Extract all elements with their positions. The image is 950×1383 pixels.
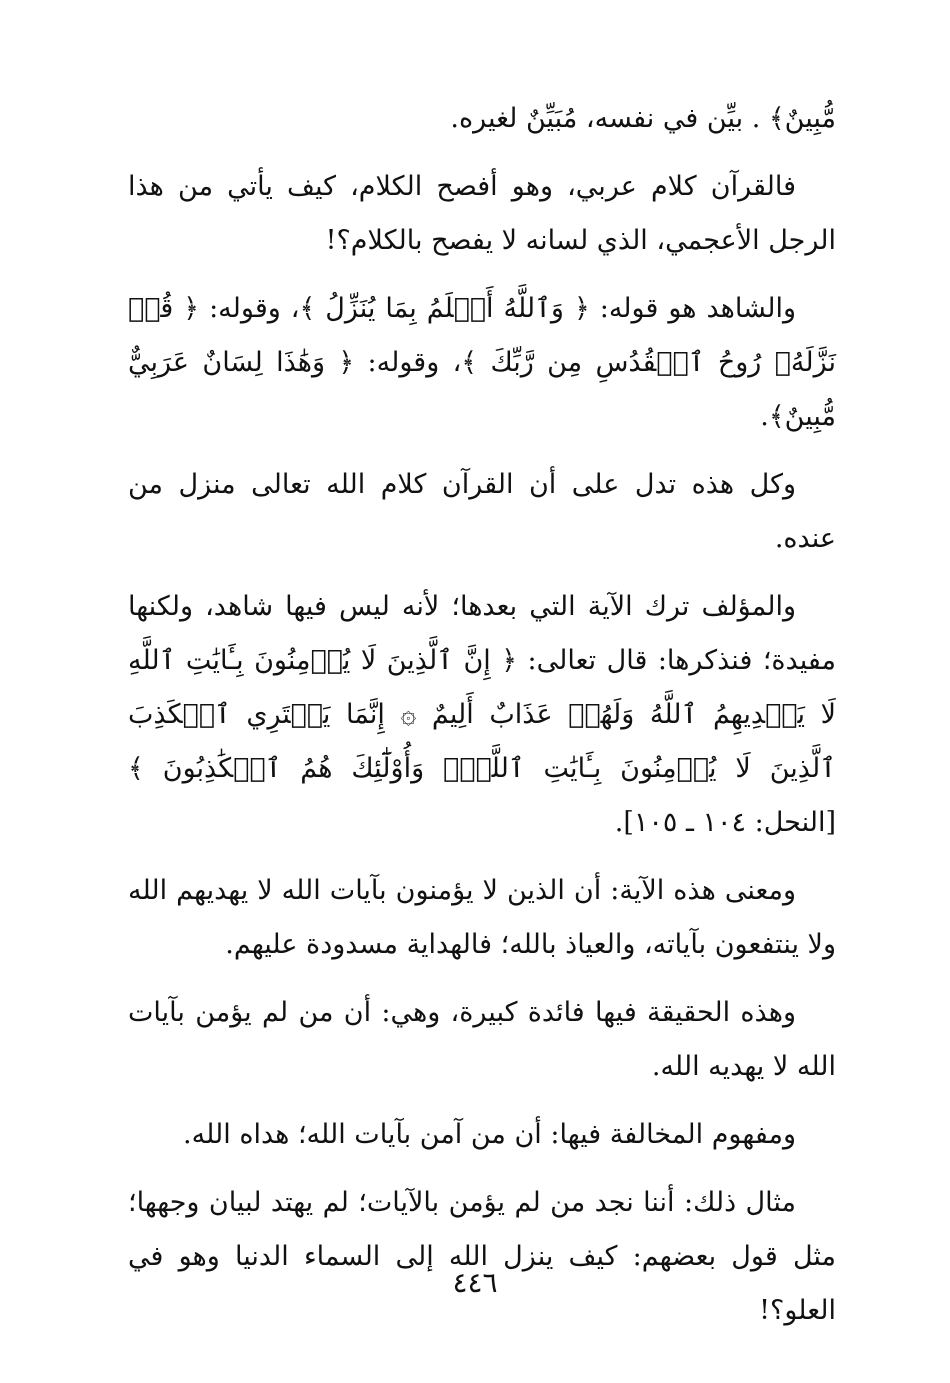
paragraph-7: وهذه الحقيقة فيها فائدة كبيرة، وهي: أن من لم يؤمن بآيات الله لا يهديه الله. (128, 997, 836, 1082)
page-body (128, 92, 836, 1342)
paragraph-5: والمؤلف ترك الآية التي بعدها؛ لأنه ليس فيها شاهد، ولكنها مفيدة؛ فنذكرها: قال تعالى: ﴿ إِنَّ ٱلَّذِينَ لَا يُؤۡمِنُونَ بِـَٔايَٰتِ ٱللَّهِ لَا يَهۡدِيهِمُ ٱللَّهُ وَلَهُمۡ عَذَابٌ أَلِيمٌ ۞ إِنَّمَا يَفۡتَرِي ٱلۡكَذِبَ ٱلَّذِينَ لَا يُؤۡمِنُونَ بِـَٔايَٰتِ ٱللَّهِۖ وَأُوْلَٰٓئِكَ هُمُ ٱلۡكَٰذِبُونَ ﴾ [النحل: ١٠٤ ـ ١٠٥]. (128, 591, 836, 838)
paragraph-2: فالقرآن كلام عربي، وهو أفصح الكلام، كيف يأتي من هذا الرجل الأعجمي، الذي لسانه لا يفصح بالكلام؟! (128, 171, 836, 256)
paragraph-4: وكل هذه تدل على أن القرآن كلام الله تعالى منزل من عنده. (128, 469, 836, 554)
paragraph-9: مثال ذلك: أننا نجد من لم يؤمن بالآيات؛ لم يهتد لبيان وجهها؛ مثل قول بعضهم: كيف ينزل الله إلى السماء الدنيا وهو في العلو؟! (128, 1187, 837, 1326)
page-number: ٤٤٦ (452, 1266, 498, 1299)
paragraph-3: والشاهد هو قوله: ﴿ وَٱللَّهُ أَعۡلَمُ بِمَا يُنَزِّلُ ﴾، وقوله: ﴿ قُلۡ نَزَّلَهُۥ رُوحُ ٱلۡقُدُسِ مِن رَّبِّكَ ﴾، وقوله: ﴿ وَهَٰذَا لِسَانٌ عَرَبِيٌّ مُّبِينٌ﴾. (128, 293, 836, 432)
paragraph-1: مُّبِينٌ﴾ . بيِّن في نفسه، مُبَيِّنٌ لغيره. (450, 103, 836, 134)
paragraph-8: ومفهوم المخالفة فيها: أن من آمن بآيات الله؛ هداه الله. (183, 1119, 796, 1150)
paragraph-6: ومعنى هذه الآية: أن الذين لا يؤمنون بآيات الله لا يهديهم الله ولا ينتفعون بآياته، والعياذ بالله؛ فالهداية مسدودة عليهم. (128, 875, 836, 960)
